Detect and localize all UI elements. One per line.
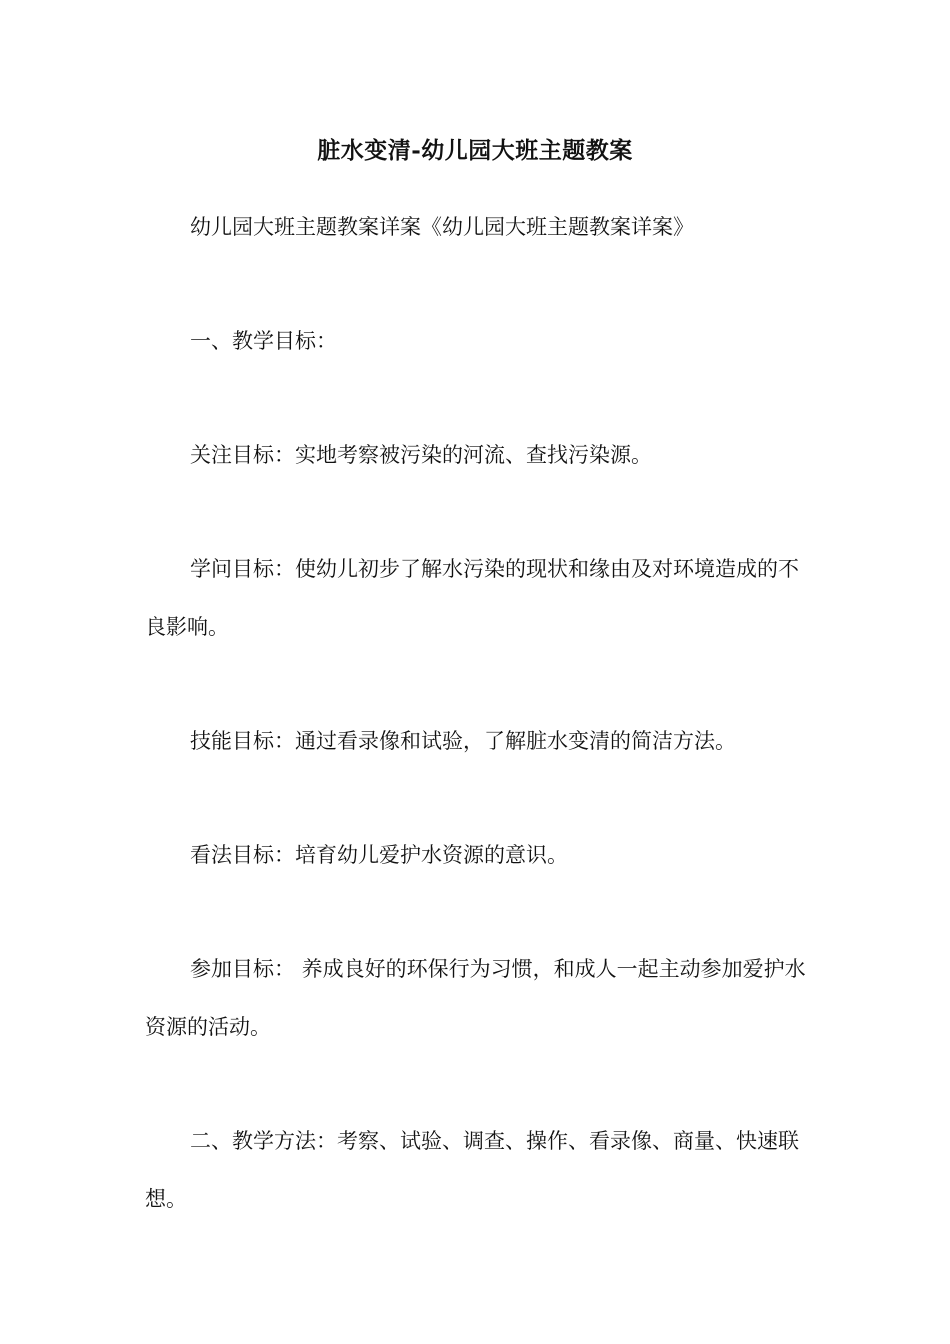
goal-focus-paragraph: 关注目标：实地考察被污染的河流、查找污染源。 <box>190 443 652 467</box>
subtitle-paragraph: 幼儿园大班主题教案详案《幼儿园大班主题教案详案》 <box>190 215 694 239</box>
goal-attitude-paragraph: 看法目标：培育幼儿爱护水资源的意识。 <box>190 843 568 867</box>
page-title: 脏水变清-幼儿园大班主题教案 <box>317 137 633 164</box>
section-heading-teaching-goals: 一、教学目标： <box>190 329 337 353</box>
section-heading-teaching-methods: 二、教学方法：考察、试验、调查、操作、看录像、商量、快速联想。 <box>145 1129 799 1211</box>
goal-knowledge-paragraph: 学问目标：使幼儿初步了解水污染的现状和缘由及对环境造成的不良影响。 <box>145 557 799 639</box>
goal-participate-paragraph: 参加目标： 养成良好的环保行为习惯，和成人一起主动参加爱护水资源的活动。 <box>145 957 806 1039</box>
goal-skill-paragraph: 技能目标：通过看录像和试验，了解脏水变清的简洁方法。 <box>190 729 736 753</box>
